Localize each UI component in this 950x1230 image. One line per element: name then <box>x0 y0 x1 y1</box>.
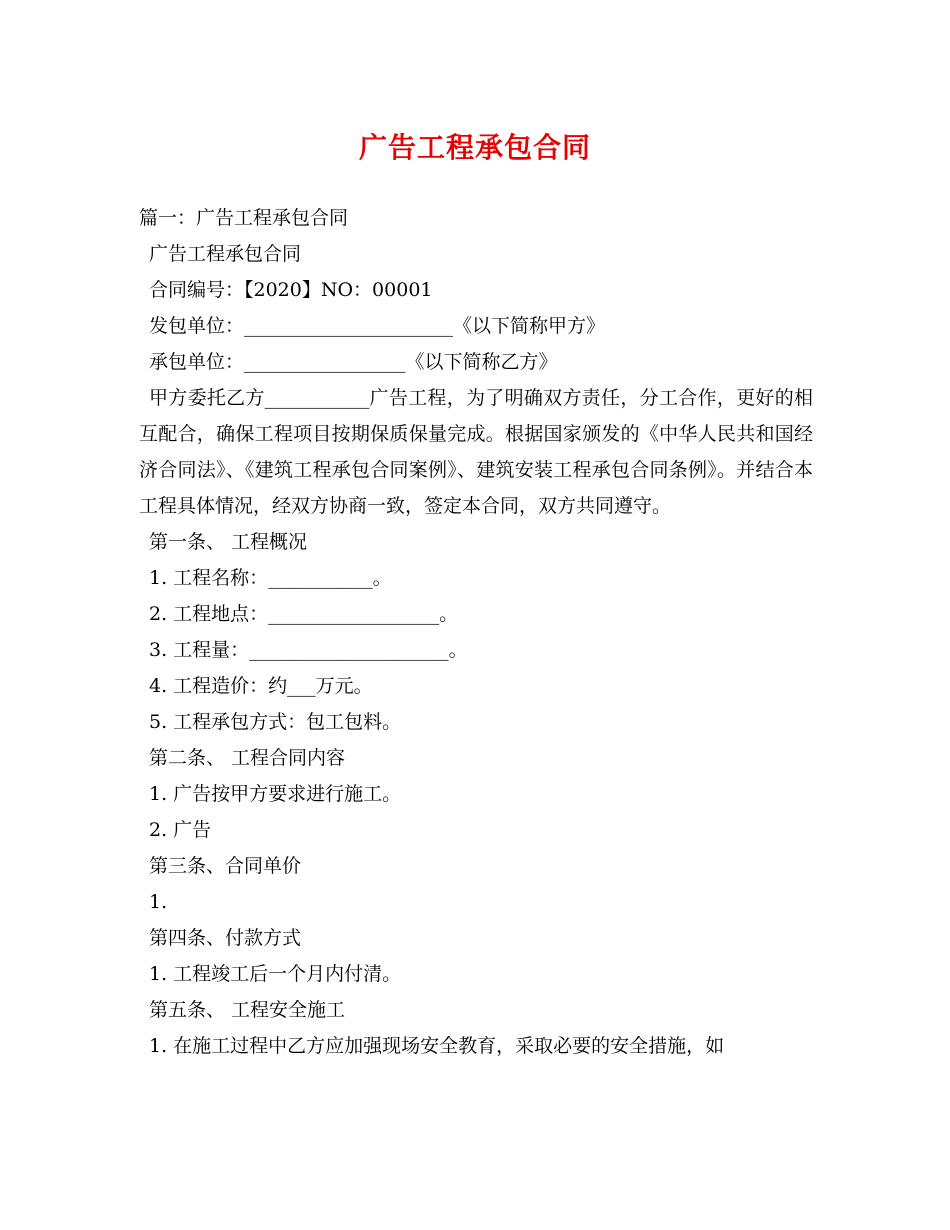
article-1-item-1: 1. 工程名称：___________。 <box>149 567 392 589</box>
article-2-heading: 第二条、 工程合同内容 <box>149 747 346 769</box>
article-2-item-2: 2. 广告 <box>149 819 212 841</box>
article-2-item-1: 1. 广告按甲方要求进行施工。 <box>149 783 402 805</box>
party-b-line: 承包单位：_________________《以下简称乙方》 <box>149 351 558 373</box>
contract-number: 合同编号：【2020】NO：00001 <box>149 279 433 301</box>
article-3-heading: 第三条、合同单价 <box>149 855 302 877</box>
article-1-item-4: 4. 工程造价：约___万元。 <box>149 675 373 697</box>
article-1-item-2: 2. 工程地点：__________________。 <box>149 603 459 625</box>
party-a-line: 发包单位：______________________《以下简称甲方》 <box>149 315 606 337</box>
document-title: 广告工程承包合同 <box>358 131 591 164</box>
intro-paragraph: 甲方委托乙方___________广告工程，为了明确双方责任，分工合作，更好的相互配合，确保工程项目按期保质保量完成。根据国家颁发的《中华人民共和国经济合同法》、《建筑工程承包合同案例》、建筑安装工程承包合同条例》。并结合本工程具体情况，经双方协商一致，签定本合同，双方共同遵守。 <box>139 387 813 517</box>
chapter-heading: 篇一：广告工程承包合同 <box>139 207 349 229</box>
article-5-item-1: 1. 在施工过程中乙方应加强现场安全教育，采取必要的安全措施，如 <box>149 1035 725 1057</box>
article-3-item-1: 1. <box>149 891 168 913</box>
article-4-heading: 第四条、付款方式 <box>149 927 302 949</box>
contract-subtitle: 广告工程承包合同 <box>149 243 302 265</box>
article-1-item-5: 5. 工程承包方式：包工包料。 <box>149 711 402 733</box>
article-1-item-3: 3. 工程量：_____________________。 <box>149 639 468 661</box>
article-5-heading: 第五条、 工程安全施工 <box>149 999 346 1021</box>
article-4-item-1: 1. 工程竣工后一个月内付清。 <box>149 963 402 985</box>
document-body <box>139 200 813 1064</box>
article-1-heading: 第一条、 工程概况 <box>149 531 308 553</box>
